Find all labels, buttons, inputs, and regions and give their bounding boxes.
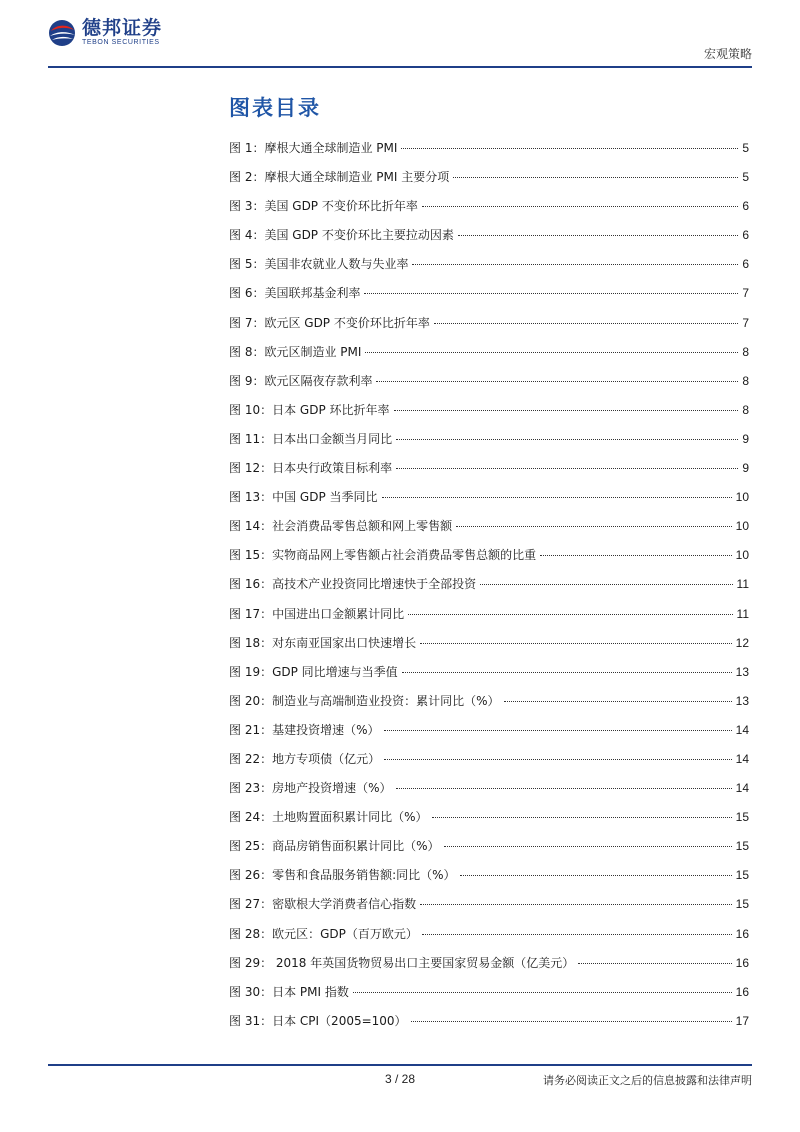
dot-leader bbox=[402, 672, 732, 673]
toc-entry-page: 15 bbox=[735, 897, 749, 912]
toc-entry-title: 图 3：美国 GDP 不变价环比折年率 bbox=[229, 199, 418, 214]
header-divider bbox=[48, 66, 752, 68]
toc-entry-title: 图 17：中国进出口金额累计同比 bbox=[229, 606, 405, 621]
dot-leader bbox=[376, 381, 738, 382]
toc-entry-title: 图 22：地方专项债（亿元） bbox=[229, 751, 381, 766]
toc-entry[interactable] bbox=[229, 315, 749, 344]
toc-entry-page: 15 bbox=[735, 810, 749, 825]
toc-entry-page: 9 bbox=[742, 431, 749, 446]
toc-entry[interactable] bbox=[229, 431, 749, 460]
dot-leader bbox=[420, 904, 732, 905]
dot-leader bbox=[382, 497, 732, 498]
toc-entry-page: 14 bbox=[735, 722, 749, 737]
toc-entry[interactable] bbox=[229, 693, 749, 722]
toc-entry[interactable] bbox=[229, 955, 749, 984]
toc-entry-page: 14 bbox=[735, 781, 749, 796]
toc-entry-title: 图 18：对东南亚国家出口快速增长 bbox=[229, 635, 417, 650]
toc-entry[interactable] bbox=[229, 867, 749, 896]
dot-leader bbox=[384, 759, 732, 760]
toc-entry[interactable] bbox=[229, 285, 749, 314]
dot-leader bbox=[396, 788, 732, 789]
toc-entry-title: 图 11：日本出口金额当月同比 bbox=[229, 431, 393, 446]
toc-entry-title: 图 2：摩根大通全球制造业 PMI 主要分项 bbox=[229, 170, 450, 185]
dot-leader bbox=[384, 730, 732, 731]
toc-entry-title: 图 1：摩根大通全球制造业 PMI bbox=[229, 141, 398, 155]
toc-entry-page: 15 bbox=[735, 868, 749, 883]
toc-entry-title: 图 21：基建投资增速（%） bbox=[229, 722, 380, 737]
disclaimer-text: 请务必阅读正文之后的信息披露和法律声明 bbox=[543, 1074, 752, 1087]
toc-entry-title: 图 27：密歇根大学消费者信心指数 bbox=[229, 897, 417, 912]
dot-leader bbox=[412, 264, 738, 265]
dot-leader bbox=[420, 643, 732, 644]
toc-entry-title: 图 20：制造业与高端制造业投资：累计同比（%） bbox=[229, 693, 500, 708]
toc-entry[interactable] bbox=[229, 926, 749, 955]
toc-entry[interactable] bbox=[229, 402, 749, 431]
toc-entry-title: 图 28：欧元区：GDP（百万欧元） bbox=[229, 926, 418, 941]
section-label: 宏观策略 bbox=[703, 47, 752, 61]
toc-entry-page: 15 bbox=[735, 839, 749, 854]
page-number: 3 / 28 bbox=[385, 1072, 416, 1086]
toc-entry[interactable] bbox=[229, 460, 749, 489]
toc-entry[interactable] bbox=[229, 198, 749, 227]
toc-entry[interactable] bbox=[229, 838, 749, 867]
toc-entry-title: 图 4：美国 GDP 不变价环比主要拉动因素 bbox=[229, 228, 454, 243]
toc-entry-title: 图 13：中国 GDP 当季同比 bbox=[229, 490, 378, 505]
toc-entry[interactable] bbox=[229, 1013, 749, 1042]
dot-leader bbox=[401, 148, 738, 149]
toc-entry-page: 13 bbox=[735, 664, 749, 679]
toc-entry-page: 10 bbox=[735, 548, 749, 563]
dot-leader bbox=[504, 701, 732, 702]
toc-entry-page: 17 bbox=[735, 1013, 749, 1028]
toc-entry-page: 7 bbox=[742, 315, 749, 330]
toc-entry[interactable] bbox=[229, 722, 749, 751]
toc-entry-page: 8 bbox=[742, 344, 749, 359]
toc-entry-page: 8 bbox=[742, 373, 749, 388]
figure-toc-list bbox=[229, 140, 749, 1042]
toc-entry-title: 图 29： 2018 年英国货物贸易出口主要国家贸易金额（亿美元） bbox=[229, 955, 575, 970]
toc-entry[interactable] bbox=[229, 606, 749, 635]
dot-leader bbox=[453, 177, 738, 178]
toc-entry-page: 9 bbox=[742, 461, 749, 476]
toc-entry[interactable] bbox=[229, 751, 749, 780]
toc-entry-page: 10 bbox=[735, 490, 749, 505]
toc-entry-title: 图 31：日本 CPI（2005=100） bbox=[229, 1013, 407, 1028]
tebon-logo-icon bbox=[48, 19, 76, 47]
dot-leader bbox=[480, 584, 732, 585]
toc-entry[interactable] bbox=[229, 373, 749, 402]
toc-entry[interactable] bbox=[229, 344, 749, 373]
toc-entry-title: 图 16：高技术产业投资同比增速快于全部投资 bbox=[229, 577, 477, 592]
dot-leader bbox=[422, 934, 732, 935]
dot-leader bbox=[394, 410, 739, 411]
dot-leader bbox=[456, 526, 732, 527]
dot-leader bbox=[578, 963, 731, 964]
toc-entry-page: 6 bbox=[742, 199, 749, 214]
toc-entry-title: 图 14：社会消费品零售总额和网上零售额 bbox=[229, 519, 453, 534]
toc-entry-page: 5 bbox=[742, 141, 749, 155]
toc-entry-title: 图 30：日本 PMI 指数 bbox=[229, 984, 349, 999]
toc-entry[interactable] bbox=[229, 256, 749, 285]
dot-leader bbox=[396, 439, 738, 440]
toc-entry-page: 6 bbox=[742, 257, 749, 272]
toc-entry-title: 图 24：土地购置面积累计同比（%） bbox=[229, 810, 428, 825]
toc-entry[interactable] bbox=[229, 780, 749, 809]
dot-leader bbox=[408, 614, 732, 615]
brand-name-cn: 德邦证券 bbox=[82, 17, 163, 39]
toc-entry-title: 图 7：欧元区 GDP 不变价环比折年率 bbox=[229, 315, 430, 330]
toc-entry-page: 5 bbox=[742, 170, 749, 185]
toc-entry-title: 图 12：日本央行政策目标利率 bbox=[229, 461, 393, 476]
toc-entry-title: 图 15：实物商品网上零售额占社会消费品零售总额的比重 bbox=[229, 548, 537, 563]
toc-entry-title: 图 6：美国联邦基金利率 bbox=[229, 286, 361, 301]
dot-leader bbox=[365, 352, 738, 353]
dot-leader bbox=[458, 235, 738, 236]
toc-entry[interactable] bbox=[229, 896, 749, 925]
toc-entry-page: 16 bbox=[735, 926, 749, 941]
toc-entry-title: 图 19：GDP 同比增速与当季值 bbox=[229, 664, 398, 679]
toc-entry[interactable] bbox=[229, 489, 749, 518]
toc-entry-title: 图 10：日本 GDP 环比折年率 bbox=[229, 402, 390, 417]
toc-entry[interactable] bbox=[229, 227, 749, 256]
dot-leader bbox=[411, 1021, 732, 1022]
toc-entry-page: 16 bbox=[735, 984, 749, 999]
toc-entry-page: 11 bbox=[736, 606, 749, 621]
dot-leader bbox=[460, 875, 732, 876]
toc-entry[interactable] bbox=[229, 547, 749, 576]
toc-entry[interactable] bbox=[229, 984, 749, 1013]
toc-entry[interactable] bbox=[229, 140, 749, 169]
toc-entry-title: 图 25：商品房销售面积累计同比（%） bbox=[229, 839, 440, 854]
toc-entry-page: 11 bbox=[736, 577, 749, 592]
toc-entry-page: 13 bbox=[735, 693, 749, 708]
page-header bbox=[0, 0, 800, 70]
toc-entry[interactable] bbox=[229, 169, 749, 198]
toc-entry[interactable] bbox=[229, 664, 749, 693]
toc-entry-title: 图 26：零售和食品服务销售额:同比（%） bbox=[229, 868, 456, 883]
dot-leader bbox=[434, 323, 738, 324]
toc-entry-title: 图 8：欧元区制造业 PMI bbox=[229, 344, 362, 359]
dot-leader bbox=[353, 992, 732, 993]
dot-leader bbox=[422, 206, 738, 207]
toc-entry-page: 8 bbox=[742, 402, 749, 417]
dot-leader bbox=[432, 817, 732, 818]
dot-leader bbox=[444, 846, 732, 847]
toc-entry-page: 6 bbox=[742, 228, 749, 243]
dot-leader bbox=[364, 293, 738, 294]
toc-entry[interactable] bbox=[229, 635, 749, 664]
toc-entry-page: 12 bbox=[735, 635, 749, 650]
toc-entry-title: 图 23：房地产投资增速（%） bbox=[229, 781, 392, 796]
toc-entry-page: 10 bbox=[735, 519, 749, 534]
toc-entry[interactable] bbox=[229, 576, 749, 605]
toc-entry-page: 7 bbox=[742, 286, 749, 301]
brand-logo bbox=[48, 18, 162, 47]
toc-title: 图表目录 bbox=[229, 96, 321, 120]
toc-entry[interactable] bbox=[229, 518, 749, 547]
dot-leader bbox=[396, 468, 738, 469]
toc-entry-title: 图 9：欧元区隔夜存款利率 bbox=[229, 373, 373, 388]
dot-leader bbox=[540, 555, 732, 556]
toc-entry[interactable] bbox=[229, 809, 749, 838]
brand-name-en: TEBON SECURITIES bbox=[82, 39, 160, 46]
toc-entry-title: 图 5：美国非农就业人数与失业率 bbox=[229, 257, 409, 272]
footer-divider bbox=[48, 1064, 752, 1066]
toc-entry-page: 14 bbox=[735, 751, 749, 766]
toc-entry-page: 16 bbox=[735, 955, 749, 970]
